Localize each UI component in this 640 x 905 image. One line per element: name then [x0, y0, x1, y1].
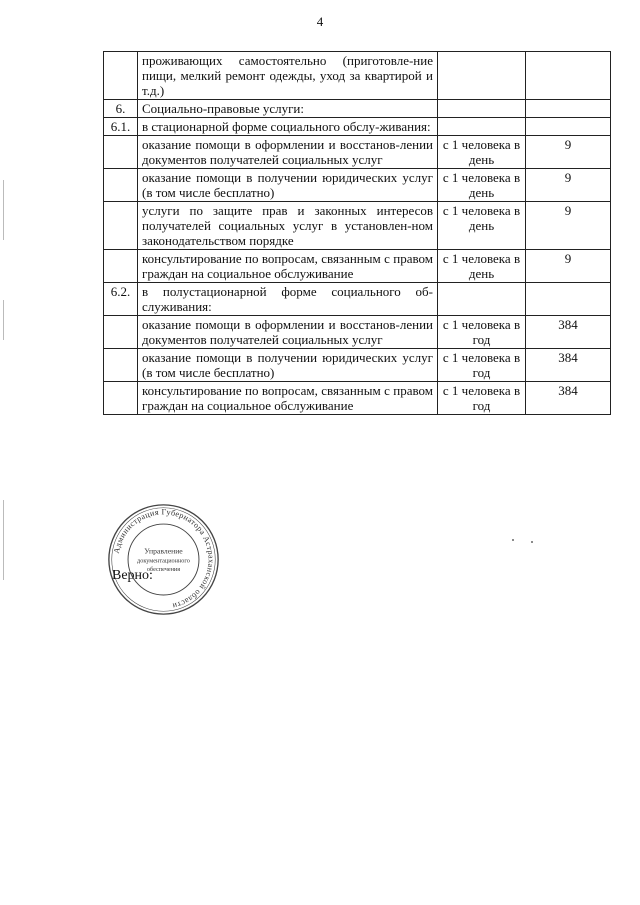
- count-cell: 9: [526, 136, 611, 169]
- row-number: [104, 382, 138, 415]
- table-row: [104, 283, 611, 316]
- service-text: оказание помощи в оформлении и восстанов-лении документов получателей социальных услуг: [138, 136, 438, 169]
- count-cell: [526, 118, 611, 136]
- section-heading: Социально-правовые услуги:: [138, 100, 438, 118]
- row-number: 6.2.: [104, 283, 138, 316]
- service-text: оказание помощи в получении юридических услуг (в том числе бесплатно): [138, 349, 438, 382]
- scan-speck: [512, 539, 514, 541]
- table-row: [104, 250, 611, 283]
- stamp-line: документационного: [137, 557, 190, 565]
- official-stamp: [106, 502, 221, 617]
- frequency-cell: [438, 52, 526, 100]
- signature-label: Верно:: [112, 568, 153, 583]
- count-cell: [526, 283, 611, 316]
- stamp-ring-text: Администрация Губернатора Астраханской области: [111, 507, 216, 611]
- count-cell: 384: [526, 382, 611, 415]
- scan-artifact: [3, 500, 4, 580]
- service-text: оказание помощи в получении юридических услуг (в том числе бесплатно): [138, 169, 438, 202]
- frequency-cell: с 1 человека в год: [438, 382, 526, 415]
- frequency-cell: с 1 человека в день: [438, 136, 526, 169]
- frequency-cell: с 1 человека в год: [438, 316, 526, 349]
- service-text: консультирование по вопросам, связанным с правом граждан на социальное обслуживание: [138, 250, 438, 283]
- table-row: [104, 118, 611, 136]
- row-number: [104, 52, 138, 100]
- services-table: [103, 51, 611, 415]
- count-cell: [526, 52, 611, 100]
- row-number: [104, 202, 138, 250]
- table-row: [104, 202, 611, 250]
- row-number: 6.1.: [104, 118, 138, 136]
- count-cell: 9: [526, 169, 611, 202]
- table-row: [104, 100, 611, 118]
- frequency-cell: с 1 человека в год: [438, 349, 526, 382]
- table-row: [104, 169, 611, 202]
- row-number: [104, 349, 138, 382]
- subsection-heading: в полустационарной форме социального об-служивания:: [138, 283, 438, 316]
- row-number: [104, 169, 138, 202]
- scan-speck: [531, 541, 533, 543]
- scan-artifact: [3, 300, 4, 340]
- row-number: [104, 250, 138, 283]
- frequency-cell: с 1 человека в день: [438, 250, 526, 283]
- row-number: 6.: [104, 100, 138, 118]
- count-cell: 9: [526, 250, 611, 283]
- row-number: [104, 316, 138, 349]
- service-text: оказание помощи в оформлении и восстанов-лении документов получателей социальных услуг: [138, 316, 438, 349]
- frequency-cell: с 1 человека в день: [438, 169, 526, 202]
- table-row: [104, 52, 611, 100]
- table-row: [104, 316, 611, 349]
- service-text: услуги по защите прав и законных интересов получателей социальных услуг в установлен-ном законодательством порядке: [138, 202, 438, 250]
- frequency-cell: [438, 283, 526, 316]
- frequency-cell: с 1 человека в день: [438, 202, 526, 250]
- stamp-line: обеспечения: [146, 566, 181, 573]
- table-row: [104, 382, 611, 415]
- table-row: [104, 136, 611, 169]
- frequency-cell: [438, 100, 526, 118]
- row-number: [104, 136, 138, 169]
- scan-artifact: [3, 180, 4, 240]
- frequency-cell: [438, 118, 526, 136]
- service-text: проживающих самостоятельно (приготовле-ние пищи, мелкий ремонт одежды, уход за квартирой и т.д.): [138, 52, 438, 100]
- count-cell: 384: [526, 349, 611, 382]
- page-number: 4: [316, 14, 324, 29]
- count-cell: 384: [526, 316, 611, 349]
- count-cell: 9: [526, 202, 611, 250]
- stamp-line: Управление: [144, 546, 183, 556]
- count-cell: [526, 100, 611, 118]
- subsection-heading: в стационарной форме социального обслу-живания:: [138, 118, 438, 136]
- service-text: консультирование по вопросам, связанным с правом граждан на социальное обслуживание: [138, 382, 438, 415]
- table-row: [104, 349, 611, 382]
